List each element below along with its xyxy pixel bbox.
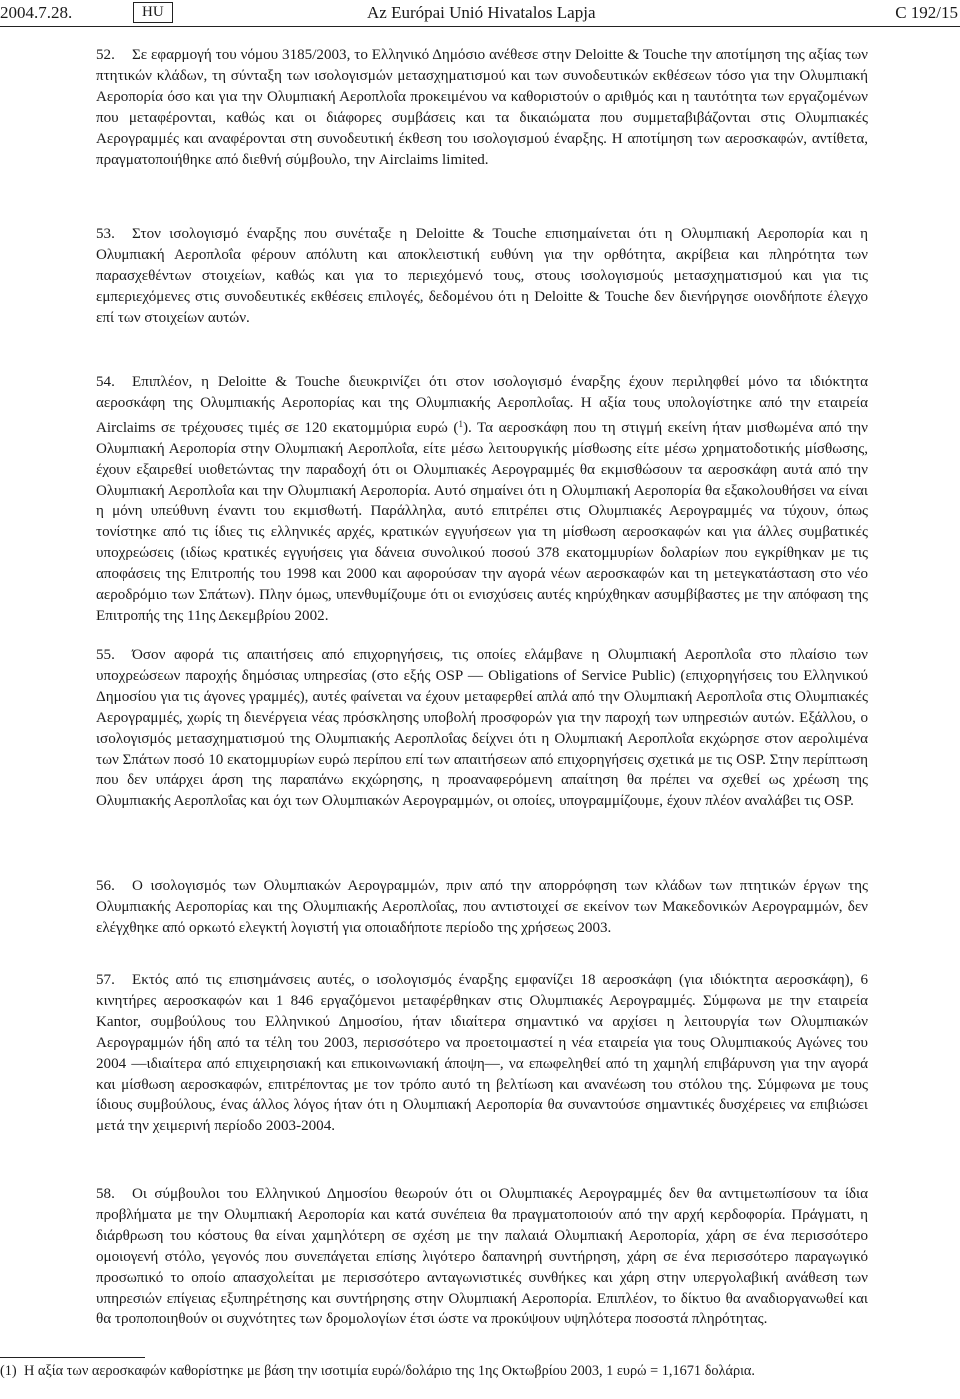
header-rule — [0, 26, 960, 27]
page-number: C 192/15 — [895, 3, 958, 22]
language-code: HU — [133, 2, 173, 23]
footnote-text: Η αξία των αεροσκαφών καθορίστηκε με βάση την ισοτιμία ευρώ/δολάριο της 1ης Οκτωβρίου 2003, 1 ευρώ = 1,1671 δολάρια. — [24, 1363, 755, 1379]
paragraph-text: Σε εφαρμογή του νόμου 3185/2003, το Ελληνικό Δημόσιο ανέθεσε στην Deloitte & Touche την αποτίμηση της αξίας των πτητικών κλάδων, τη σύνταξη των ισολογισμών μετασχηματισμού και των συνοδευτικών εκθέσεων τόσο για την Ολυμπιακή Αεροπορία όσο και για την Ολυμπιακή Αεροπλοΐα προκειμένου να καθοριστούν ο αριθμός και η ταυτότητα των εργαζομένων που μεταφέρονται, καθώς και οι διάφορες συμβάσεις και τα δικαιώματα που συμμεταβιβάζονται στις Ολυμπιακές Αερογραμμές και αναφέρονται στη συνοδευτική έκθεση του ισολογισμού έναρξης. Η αποτίμηση των αεροσκαφών, αντίθετα, πραγματοποιήθηκε από διεθνή σύμβουλο, την Airclaims limited. — [96, 47, 868, 168]
paragraph-text: Ο ισολογισμός των Ολυμπιακών Αερογραμμών, πριν από την απορρόφηση των κλάδων των πτητικών έργων της Ολυμπιακής Αεροπορίας και της Ολυμπιακής Αεροπλοΐας, που αντιστοιχεί σε εκείνον των Μακεδονικών Αερογραμμών, δεν ελέγχθηκε από ορκωτό ελεγκτή λογιστή για οποιαδήποτε περίοδο της χρήσεως 2003. — [96, 878, 868, 936]
paragraph-54 — [96, 372, 868, 627]
page-header — [0, 0, 960, 26]
header-date: 2004.7.28. — [0, 3, 73, 22]
footnote-rule — [0, 1357, 145, 1358]
footnote — [0, 1362, 868, 1381]
paragraph-57 — [96, 970, 868, 1137]
paragraph-text: Επιπλέον, η Deloitte & Touche διευκρινίζει ότι στον ισολογισμό έναρξης έχουν περιληφθεί μόνο τα ιδιόκτητα αεροσκάφη της Ολυμπιακής Αεροπορίας και της Ολυμπιακής Αεροπλοΐας. Η αξία τους υπολογίστηκε από την εταιρεία Airclaims σε τρέχουσες τιμές σε 120 εκατομμύρια ευρώ ( — [96, 374, 868, 436]
paragraph-number: 54. — [96, 374, 115, 390]
paragraph-number: 58. — [96, 1186, 115, 1202]
paragraph-number: 57. — [96, 972, 115, 988]
paragraph-text: Εκτός από τις επισημάνσεις αυτές, ο ισολογισμός έναρξης εμφανίζει 18 αεροσκάφη (για ιδιόκτητα αεροσκάφη), 6 κινητήρες αεροσκαφών και 1 846 εργαζόμενοι μεταφέρθηκαν στις Ολυμπιακές Αερογραμμές. Σύμφωνα με την εταιρεία Kantor, συμβούλους του Ελληνικού Δημοσίου, ήταν ιδιαίτερα σημαντικό να αρχίσει η λειτουργία των Ολυμπιακών Αερογραμμών ήδη από τα τέλη του 2003, περισσότερο να προετοιμαστεί η νέα εταιρεία για τους Ολυμπιακούς Αγώνες του 2004 —ιδιαίτερα από επιχειρησιακή και επικοινωνιακή άποψη—, να επωφεληθεί από τη χαμηλή επιβάρυνση για την αγορά και μίσθωση αεροσκαφών, επιτρέποντας με τον τρόπο αυτό τη βελτίωση και ανανέωση του στόλου της. Σύμφωνα με τους ίδιους συμβούλους, ένας άλλος λόγος ήταν ότι η Ολυμπιακή Αεροπορία θα συναντούσε σημαντικές δυσχέρειες να επιβιώσει μετά την χειμερινή περίοδο 2003-2004. — [96, 972, 868, 1135]
paragraph-text: Οι σύμβουλοι του Ελληνικού Δημοσίου θεωρούν ότι οι Ολυμπιακές Αερογραμμές δεν θα αντιμετωπίσουν τα ίδια προβλήματα με την Ολυμπιακή Αεροπορία και κατά συνέπεια θα πραγματοποιούν από την αρχή κερδοφορία. Πράγματι, η διάρθρωση του κόστους θα είναι χαμηλότερη σε σχέση με την παλαιά Ολυμπιακή Αεροπορία, χάρη σε ένα περισσότερο ομοιογενή στόλο, γεγονός που συνεπάγεται επίσης λιγότερο δαπανηρή συντήρηση, χάρη σε ένα περισσότερο παραγωγικό προσωπικό το οποίο απασχολείται με περισσότερο ανταγωνιστικές συνθήκες και χάρη στην υπεργολαβική ανάθεση των υπηρεσιών επίγειας εξυπηρέτησης και συντήρησης στην Ολυμπιακή Αεροπορία. Επιπλέον, το δίκτυο θα αναδιοργανωθεί και θα τροποποιηθούν οι συχνότητες των δρομολογίων έτσι ώστε να προκύψουν υψηλότερα ποσοστά πληρότητας. — [96, 1186, 868, 1328]
paragraph-text-continued: ). Τα αεροσκάφη που τη στιγμή εκείνη ήταν μισθωμένα από την Ολυμπιακή Αεροπορία στην Ολυμπιακή Αεροπλοΐα, είτε μέσω λειτουργικής μίσθωσης είτε μέσω χρηματοδοτικής μίσθωσης, έχουν εξαιρεθεί υιοθετώντας την παραδοχή ότι οι Ολυμπιακές Αερογραμμές θα εκμισθώσουν τα αεροσκάφη αυτά από την Ολυμπιακή Αεροπλοΐα και την Ολυμπιακή Αεροπορία. Αυτό σημαίνει ότι η Ολυμπιακή Αεροπορία θα εξακολουθήσει να είναι η μόνη υπεύθυνη έναντι του εκμισθωτή. Παράλληλα, αυτό επιτρέπει στις Ολυμπιακές Αερογραμμές να τύχουν, όπως τονίστηκε από τις ίδιες τις ελληνικές αρχές, κρατικών εγγυήσεων για τη μίσθωση αεροσκαφών και για άλλες συμβατικές υποχρεώσεις (ιδίως κρατικές εγγυήσεις για δάνεια συνολικού ποσού 378 εκατομμυρίων δολαρίων που εγκρίθηκαν με τις αποφάσεις της Επιτροπής του 1998 και 2000 και αφορούσαν την αγορά νέων αεροσκαφών και τη μετεγκατάσταση στο νέο αεροδρόμιο των Σπάτων). Πλην όμως, υπενθυμίζουμε ότι οι ενισχύσεις αυτές κηρύχθηκαν ασυμβίβαστες με την απόφαση της Επιτροπής της 11ης Δεκεμβρίου 2002. — [96, 419, 869, 624]
paragraph-number: 53. — [96, 226, 115, 242]
paragraph-text: Στον ισολογισμό έναρξης που συνέταξε η Deloitte & Touche επισημαίνεται ότι η Ολυμπιακή Αεροπορία και η Ολυμπιακή Αεροπλοΐα φέρουν απόλυτη και αποκλειστική ευθύνη για την ορθότητα, ακρίβεια και πληρότητα των παρασχεθέντων στοιχείων, καθώς και για το περιεχόμενό τους, στους ισολογισμούς μετασχηματισμού και για τις εμπεριεχόμενες στις συνοδευτικές εκθέσεις επιλογές, δεδομένου ότι η Deloitte & Touche δεν διενήργησε οιονδήποτε έλεγχο επί των στοιχείων αυτών. — [96, 226, 868, 326]
paragraph-number: 52. — [96, 47, 115, 63]
footnote-mark: (1) — [0, 1363, 17, 1379]
journal-title: Az Európai Unió Hivatalos Lapja — [367, 3, 596, 22]
paragraph-number: 55. — [96, 647, 115, 663]
paragraph-58 — [96, 1184, 868, 1330]
footnote-reference[interactable]: 1 — [458, 418, 463, 429]
paragraph-52 — [96, 45, 868, 170]
paragraph-number: 56. — [96, 878, 115, 894]
paragraph-text: Όσον αφορά τις απαιτήσεις από επιχορηγήσεις, τις οποίες ελάμβανε η Ολυμπιακή Αεροπλοΐα στο πλαίσιο των υποχρεώσεων παροχής δημόσιας υπηρεσίας (στο εξής OSP — Obligations of Service Public) (επιχορηγήσεις του Ελληνικού Δημοσίου για τις άγονες γραμμές), αυτές φαίνεται να έχουν μεταφερθεί απλά από την Ολυμπιακή Αεροπλοΐα στις Ολυμπιακές Αερογραμμές, χωρίς τη διενέργεια νέας πρόσκλησης υποβολή προσφορών για την παροχή των υπηρεσιών αυτών. Εξάλλου, ο ισολογισμός μετασχηματισμού της Ολυμπιακής Αεροπλοΐας δείχνει ότι η Ολυμπιακή Αεροπλοΐα εκχώρησε στον αερολιμένα των Σπάτων ποσό 10 εκατομμυρίων ευρώ περίπου επί των απαιτήσεων από επιχορηγήσεις σχετικά με τις OSP. Στην περίπτωση που δεν υπάρχει άρση της παραπάνω εκχώρησης, η προαναφερόμενη απαίτηση θα πρέπει να σχεθεί ως χρέωση της Ολυμπιακής Αεροπλοΐας και όχι των Ολυμπιακών Αερογραμμών, οι οποίες, υπογραμμίζουμε, έχουν πλέον αναλάβει τις OSP. — [96, 647, 868, 810]
paragraph-56 — [96, 876, 868, 939]
paragraph-53 — [96, 224, 868, 329]
paragraph-55 — [96, 645, 868, 812]
